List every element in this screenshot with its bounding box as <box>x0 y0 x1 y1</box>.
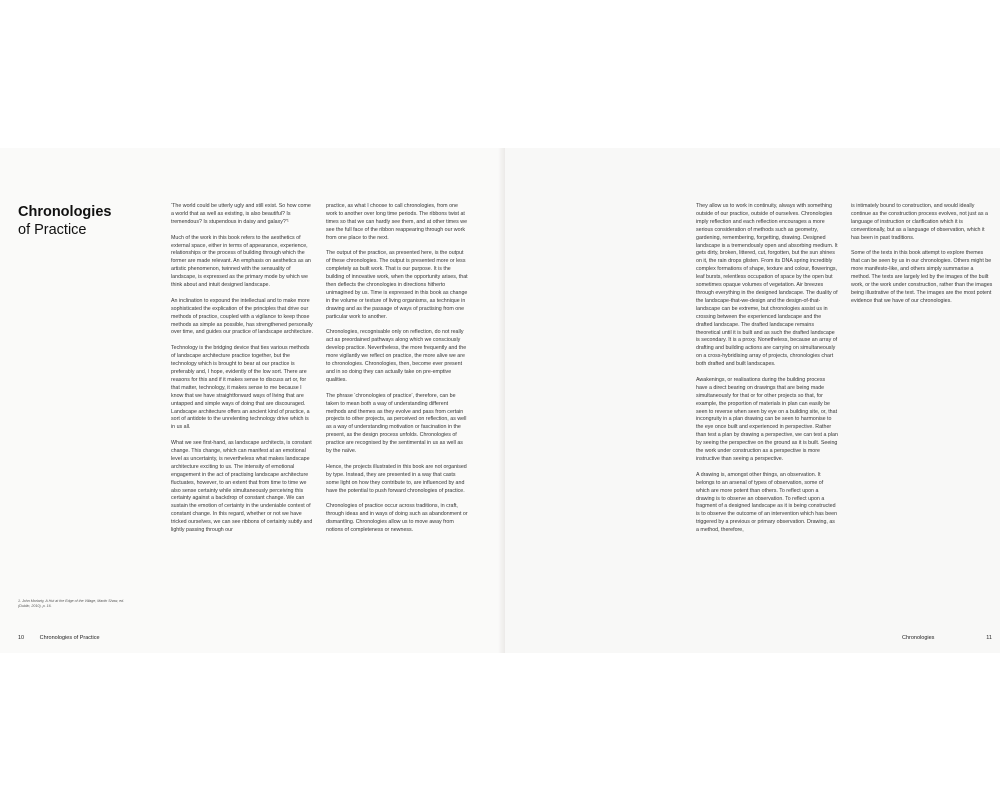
paragraph: Technology is the bridging device that ties various methods of landscape architecture practice together, but the technology which is brought to bear at our practice is preferably and, I hope, evidently of the low sort. There are reasons for this and if it makes sense to discuss art or, for that matter, technology, it makes sense to me because I know that we have straightforward ways of living that are untapped and simple ways of doing that are discouraged. Landscape architecture offers an ancient kind of practice, a sort of antidote to the unrelenting technology drive which is in us all. <box>171 345 310 431</box>
left-folio <box>18 635 100 641</box>
paragraph: Chronologies, recognisable only on reflection, do not really act as preordained pathways along which we consciously develop practice. Nevertheless, the more frequently and the more vigilantly we reflect on practice, the more alive we are to chronologies. Chronologies, then, become ever present and in so doing they can actually take on pre-emptive qualities. <box>326 329 467 383</box>
paragraph: A drawing is, amongst other things, an observation. It belongs to an arsenal of types of observation, some of which are more potent than others. To reflect upon a drawing is to observe an observation. To reflect upon a fragment of a designed landscape as it is being constructed is to observe the outcome of an intervention which has been triggered by a previous or primary observation. Drawing, as a method, therefore, <box>696 471 838 534</box>
right-folio <box>902 635 992 641</box>
paragraph: The output of the practice, as presented here, is the output of these chronologies. The output is presented more or less completely as built work. That is our purpose. It is the building of innovative work, when the opportunity arises, that then deflects the chronologies in directions hitherto unimagined by us. Time is expressed in this book as change in the volume or texture of living organisms, as technique in drawing and as the passage of ways of practising from one particular work to another. <box>326 250 468 320</box>
running-title: Chronologies <box>902 635 935 641</box>
chapter-title-line2: of Practice <box>18 222 87 238</box>
paragraph: practice, as what I choose to call chronologies, from one work to another over long time periods. The ribbons twist at times so that we can hardly see them, and at other times we see the full face of the ribbon reappearing through our work from one place to the next. <box>326 203 468 241</box>
paragraph: What we see first-hand, as landscape architects, is constant change. This change, which can manifest at an emotional level as uncertainty, is nevertheless what makes landscape architecture exciting to us. The intensity of emotional engagement in the act of practising landscape architecture fluctuates, however, to an extent that from time to time we also sense certainty while simultaneously perceiving this certainty against a backdrop of constant change. We can sustain the emotion of certainty in the undeniable context of constant change. In this regard, whether or not we have tricked ourselves, we can see ribbons of certainty subtly and lightly passing through our <box>171 440 313 534</box>
paragraph: They allow us to work in continuity, always with something outside of our practice, outside of ourselves. Chronologies imply reflection and each reflection encourages a more serious consideration of methods such as geometry, gardening, remembering, forgetting, drawing. Designed landscape is a tremendously open and absorbing medium. It gets dirty, broken, littered, cut, forgotten, but the sun shines on it, the rain drops glisten. From its DNA spring incredibly complex formations of shape, texture and colour, flowerings, leaf bursts, relentless occupation of space by the open but sometimes opaque volumes of vegetation. Air breezes through everything in the designed landscape. The duality of the landscape-that-we-design and the design-of-that-landscape can be extreme, but chronologies assist us in crossing between the experienced landscape and the drafted landscape. The drafted landscape remains theoretical until it is built and as such the drafted landscape is secondary. It is a proxy. Nonetheless, because an array of drafting and building actions are carrying on simultaneously on a cross-hybridising array of projects, chronologies chart both drafted and built landscapes. <box>696 203 838 368</box>
right-column-1 <box>696 203 838 543</box>
left-column-2 <box>326 203 468 543</box>
paragraph: An inclination to expound the intellectual and to make more sophisticated the explication of the principles that drive our methods of practice, coupled with a vigilance to keep those methods as simple as possible, has strengthened personally over time, and guides our practice of landscape architecture. <box>171 297 313 336</box>
left-column-1 <box>171 203 313 543</box>
chapter-title-line1: Chronologies <box>18 204 112 220</box>
footnote: 1. John Moriarty, A Hut at the Edge of the Village, Martin Shaw, ed. (Dublin, 2010), p. 16. <box>18 599 125 608</box>
book-spread <box>0 148 1000 653</box>
paragraph: Much of the work in this book refers to the aesthetics of external space, either in terms of appearance, experience, relationships or the process of building through which the former are made relevant. An emphasis on aesthetics as an artistic phenomenon, twinned with the sensuality of landscape, is expressed as the primary mode by which we think about and intuit designed landscape. <box>171 234 311 289</box>
paragraph: ‘The world could be utterly ugly and still exist. So how come a world that as well as existing, is also beautiful? Is tremendous? Is stupendous in daisy and galaxy?’¹ <box>171 203 311 225</box>
paragraph: Some of the texts in this book attempt to explore themes that can be seen by us in our chronologies. Others might be more manifesto-like, and others simply summarise a method. The texts are largely led by the images of the built work, or the work under construction, rather than the images being illustrative of the text. The images are the most potent evidence that we have of our chronologies. <box>851 250 993 304</box>
paragraph: Chronologies of practice occur across traditions, in craft, through ideas and in ways of doing such as abandonment or dismantling. Chronologies allow us to move away from notions of completeness or newness. <box>326 503 468 534</box>
left-page <box>0 148 505 653</box>
page-number: 11 <box>986 635 992 641</box>
right-column-2 <box>851 203 993 314</box>
running-title: Chronologies of Practice <box>39 635 100 641</box>
paragraph: Hence, the projects illustrated in this book are not organised by type. Instead, they are presented in a way that casts some light on how they contribute to, are influenced by and have the potential to push forward chronologies of practice. <box>326 463 467 494</box>
paragraph: is intimately bound to construction, and would ideally continue as the construction process evolves, not just as a language of instruction or clarification which it is conventionally, but as a language of observation, which it has been in past traditions. <box>851 203 988 241</box>
paragraph: Awakenings, or realisations during the building process have a direct bearing on drawings that are being made simultaneously for that or for other projects so that, for example, the proportion of materials in plan can easily be seen to reverse when seen by eye on a building site, or, that incongruity in a plan drawing can be seen to harmonise to the eye once built and experienced in perspective. Rather than test a plan by drawing a perspective, we can test a plan by seeing the perspective on the ground as it is built. Seeing the work under construction as a perspective is more instructive than seeing a perspective. <box>696 376 838 462</box>
right-page <box>505 148 1000 653</box>
chapter-title <box>18 203 111 239</box>
paragraph: The phrase ‘chronologies of practice’, therefore, can be taken to mean both a way of understanding different methods and themes as they evolve and pass from certain projects to other projects, as perceived on reflection, as well as a way of understanding motivation or fascination in the present, as the design process unfolds. Chronologies of practice are recognised by the sentimental in us as well as by the naïve. <box>326 392 467 455</box>
page-number: 10 <box>18 635 25 641</box>
